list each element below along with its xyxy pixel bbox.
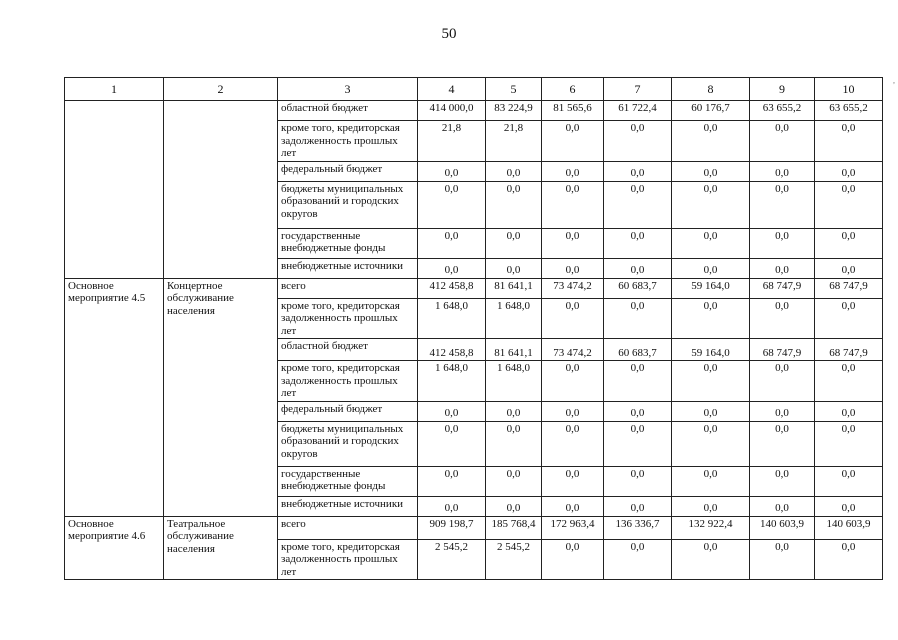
- column-header: 6: [542, 78, 604, 101]
- table-row: [65, 516, 883, 539]
- value-cell: 0,0: [750, 181, 815, 228]
- value-cell: 0,0: [486, 466, 542, 496]
- value-cell: 0,0: [542, 121, 604, 162]
- value-cell: 21,8: [486, 121, 542, 162]
- column-header: 5: [486, 78, 542, 101]
- value-cell: 0,0: [604, 258, 672, 278]
- value-cell: 0,0: [750, 496, 815, 516]
- value-cell: 0,0: [486, 401, 542, 421]
- value-cell: 0,0: [418, 258, 486, 278]
- value-cell: 0,0: [815, 361, 883, 402]
- measure-cell: Основное мероприятие 4.5: [65, 278, 164, 516]
- value-cell: 909 198,7: [418, 516, 486, 539]
- value-cell: 0,0: [815, 181, 883, 228]
- value-cell: 0,0: [815, 496, 883, 516]
- value-cell: 0,0: [542, 361, 604, 402]
- description-cell: Концертное обслуживание населения: [164, 278, 278, 516]
- value-cell: 0,0: [542, 181, 604, 228]
- column-header: 7: [604, 78, 672, 101]
- value-cell: 0,0: [750, 258, 815, 278]
- value-cell: 0,0: [542, 421, 604, 466]
- value-cell: 0,0: [815, 421, 883, 466]
- value-cell: 0,0: [750, 539, 815, 580]
- value-cell: 68 747,9: [815, 278, 883, 298]
- funding-source-cell: областной бюджет: [278, 101, 418, 121]
- funding-source-cell: всего: [278, 278, 418, 298]
- value-cell: 0,0: [418, 401, 486, 421]
- value-cell: 0,0: [672, 466, 750, 496]
- value-cell: 0,0: [815, 161, 883, 181]
- value-cell: 0,0: [750, 228, 815, 258]
- value-cell: 60 683,7: [604, 278, 672, 298]
- funding-source-cell: кроме того, кредиторская задолженность прошлых лет: [278, 121, 418, 162]
- value-cell: 0,0: [418, 466, 486, 496]
- value-cell: 0,0: [604, 539, 672, 580]
- funding-source-cell: кроме того, кредиторская задолженность прошлых лет: [278, 539, 418, 580]
- value-cell: 0,0: [486, 161, 542, 181]
- value-cell: 136 336,7: [604, 516, 672, 539]
- value-cell: 0,0: [672, 121, 750, 162]
- value-cell: 414 000,0: [418, 101, 486, 121]
- table-row: [65, 101, 883, 121]
- value-cell: 0,0: [486, 228, 542, 258]
- value-cell: 0,0: [815, 401, 883, 421]
- value-cell: 132 922,4: [672, 516, 750, 539]
- column-header: 1: [65, 78, 164, 101]
- value-cell: 0,0: [418, 496, 486, 516]
- value-cell: 68 747,9: [815, 339, 883, 361]
- value-cell: 1 648,0: [486, 361, 542, 402]
- value-cell: 0,0: [486, 181, 542, 228]
- value-cell: 0,0: [542, 161, 604, 181]
- value-cell: 81 641,1: [486, 278, 542, 298]
- column-header: 10: [815, 78, 883, 101]
- value-cell: 0,0: [604, 228, 672, 258]
- value-cell: 63 655,2: [750, 101, 815, 121]
- value-cell: 0,0: [672, 161, 750, 181]
- value-cell: 0,0: [750, 161, 815, 181]
- value-cell: 0,0: [672, 228, 750, 258]
- value-cell: 60 683,7: [604, 339, 672, 361]
- table-row: [65, 278, 883, 298]
- value-cell: 68 747,9: [750, 339, 815, 361]
- value-cell: 2 545,2: [486, 539, 542, 580]
- funding-source-cell: внебюджетные источники: [278, 258, 418, 278]
- value-cell: 0,0: [750, 361, 815, 402]
- value-cell: 0,0: [672, 496, 750, 516]
- table-body: [65, 101, 883, 580]
- value-cell: 73 474,2: [542, 339, 604, 361]
- value-cell: 0,0: [750, 466, 815, 496]
- value-cell: 0,0: [542, 298, 604, 339]
- value-cell: 0,0: [604, 121, 672, 162]
- value-cell: 0,0: [542, 496, 604, 516]
- value-cell: 0,0: [542, 539, 604, 580]
- column-header: 8: [672, 78, 750, 101]
- value-cell: 0,0: [418, 181, 486, 228]
- value-cell: 0,0: [486, 258, 542, 278]
- funding-source-cell: кроме того, кредиторская задолженность прошлых лет: [278, 361, 418, 402]
- budget-table: [64, 77, 883, 580]
- value-cell: 0,0: [542, 466, 604, 496]
- value-cell: 0,0: [672, 539, 750, 580]
- value-cell: 412 458,8: [418, 278, 486, 298]
- value-cell: 1 648,0: [486, 298, 542, 339]
- value-cell: 0,0: [604, 181, 672, 228]
- value-cell: 172 963,4: [542, 516, 604, 539]
- measure-cell: Основное мероприятие 4.6: [65, 516, 164, 580]
- value-cell: 81 641,1: [486, 339, 542, 361]
- page-number: 50: [441, 26, 457, 42]
- funding-source-cell: государственные внебюджетные фонды: [278, 228, 418, 258]
- value-cell: 61 722,4: [604, 101, 672, 121]
- funding-source-cell: бюджеты муниципальных образований и городских округов: [278, 421, 418, 466]
- value-cell: 0,0: [542, 228, 604, 258]
- value-cell: 0,0: [815, 539, 883, 580]
- value-cell: 0,0: [672, 258, 750, 278]
- value-cell: 68 747,9: [750, 278, 815, 298]
- measure-cell: [65, 101, 164, 279]
- value-cell: 0,0: [604, 496, 672, 516]
- value-cell: 0,0: [672, 421, 750, 466]
- funding-source-cell: федеральный бюджет: [278, 401, 418, 421]
- scan-mark: ,: [893, 76, 895, 85]
- funding-source-cell: государственные внебюджетные фонды: [278, 466, 418, 496]
- value-cell: 0,0: [815, 258, 883, 278]
- value-cell: 0,0: [418, 421, 486, 466]
- value-cell: 0,0: [604, 401, 672, 421]
- funding-source-cell: бюджеты муниципальных образований и городских округов: [278, 181, 418, 228]
- funding-source-cell: всего: [278, 516, 418, 539]
- description-cell: Театральное обслуживание населения: [164, 516, 278, 580]
- value-cell: 59 164,0: [672, 339, 750, 361]
- column-header: 3: [278, 78, 418, 101]
- value-cell: 21,8: [418, 121, 486, 162]
- funding-source-cell: внебюджетные источники: [278, 496, 418, 516]
- value-cell: 0,0: [604, 361, 672, 402]
- value-cell: 0,0: [418, 228, 486, 258]
- value-cell: 0,0: [604, 161, 672, 181]
- value-cell: 0,0: [750, 421, 815, 466]
- value-cell: 185 768,4: [486, 516, 542, 539]
- value-cell: 0,0: [815, 466, 883, 496]
- value-cell: 83 224,9: [486, 101, 542, 121]
- value-cell: 0,0: [542, 401, 604, 421]
- value-cell: 0,0: [750, 121, 815, 162]
- funding-source-cell: федеральный бюджет: [278, 161, 418, 181]
- value-cell: 0,0: [418, 161, 486, 181]
- value-cell: 2 545,2: [418, 539, 486, 580]
- value-cell: 0,0: [815, 121, 883, 162]
- value-cell: 0,0: [815, 298, 883, 339]
- value-cell: 0,0: [750, 298, 815, 339]
- funding-source-cell: кроме того, кредиторская задолженность прошлых лет: [278, 298, 418, 339]
- value-cell: 0,0: [672, 298, 750, 339]
- value-cell: 0,0: [672, 181, 750, 228]
- value-cell: 0,0: [672, 401, 750, 421]
- value-cell: 140 603,9: [815, 516, 883, 539]
- value-cell: 1 648,0: [418, 361, 486, 402]
- value-cell: 140 603,9: [750, 516, 815, 539]
- funding-source-cell: областной бюджет: [278, 339, 418, 361]
- description-cell: [164, 101, 278, 279]
- value-cell: 0,0: [486, 496, 542, 516]
- column-header: 4: [418, 78, 486, 101]
- value-cell: 63 655,2: [815, 101, 883, 121]
- value-cell: 0,0: [542, 258, 604, 278]
- value-cell: 59 164,0: [672, 278, 750, 298]
- value-cell: 81 565,6: [542, 101, 604, 121]
- value-cell: 412 458,8: [418, 339, 486, 361]
- value-cell: 0,0: [604, 466, 672, 496]
- value-cell: 0,0: [604, 298, 672, 339]
- value-cell: 0,0: [672, 361, 750, 402]
- value-cell: 0,0: [815, 228, 883, 258]
- column-header: 9: [750, 78, 815, 101]
- value-cell: 0,0: [750, 401, 815, 421]
- value-cell: 73 474,2: [542, 278, 604, 298]
- value-cell: 0,0: [486, 421, 542, 466]
- value-cell: 1 648,0: [418, 298, 486, 339]
- value-cell: 60 176,7: [672, 101, 750, 121]
- column-header: 2: [164, 78, 278, 101]
- header-row: [65, 78, 883, 101]
- value-cell: 0,0: [604, 421, 672, 466]
